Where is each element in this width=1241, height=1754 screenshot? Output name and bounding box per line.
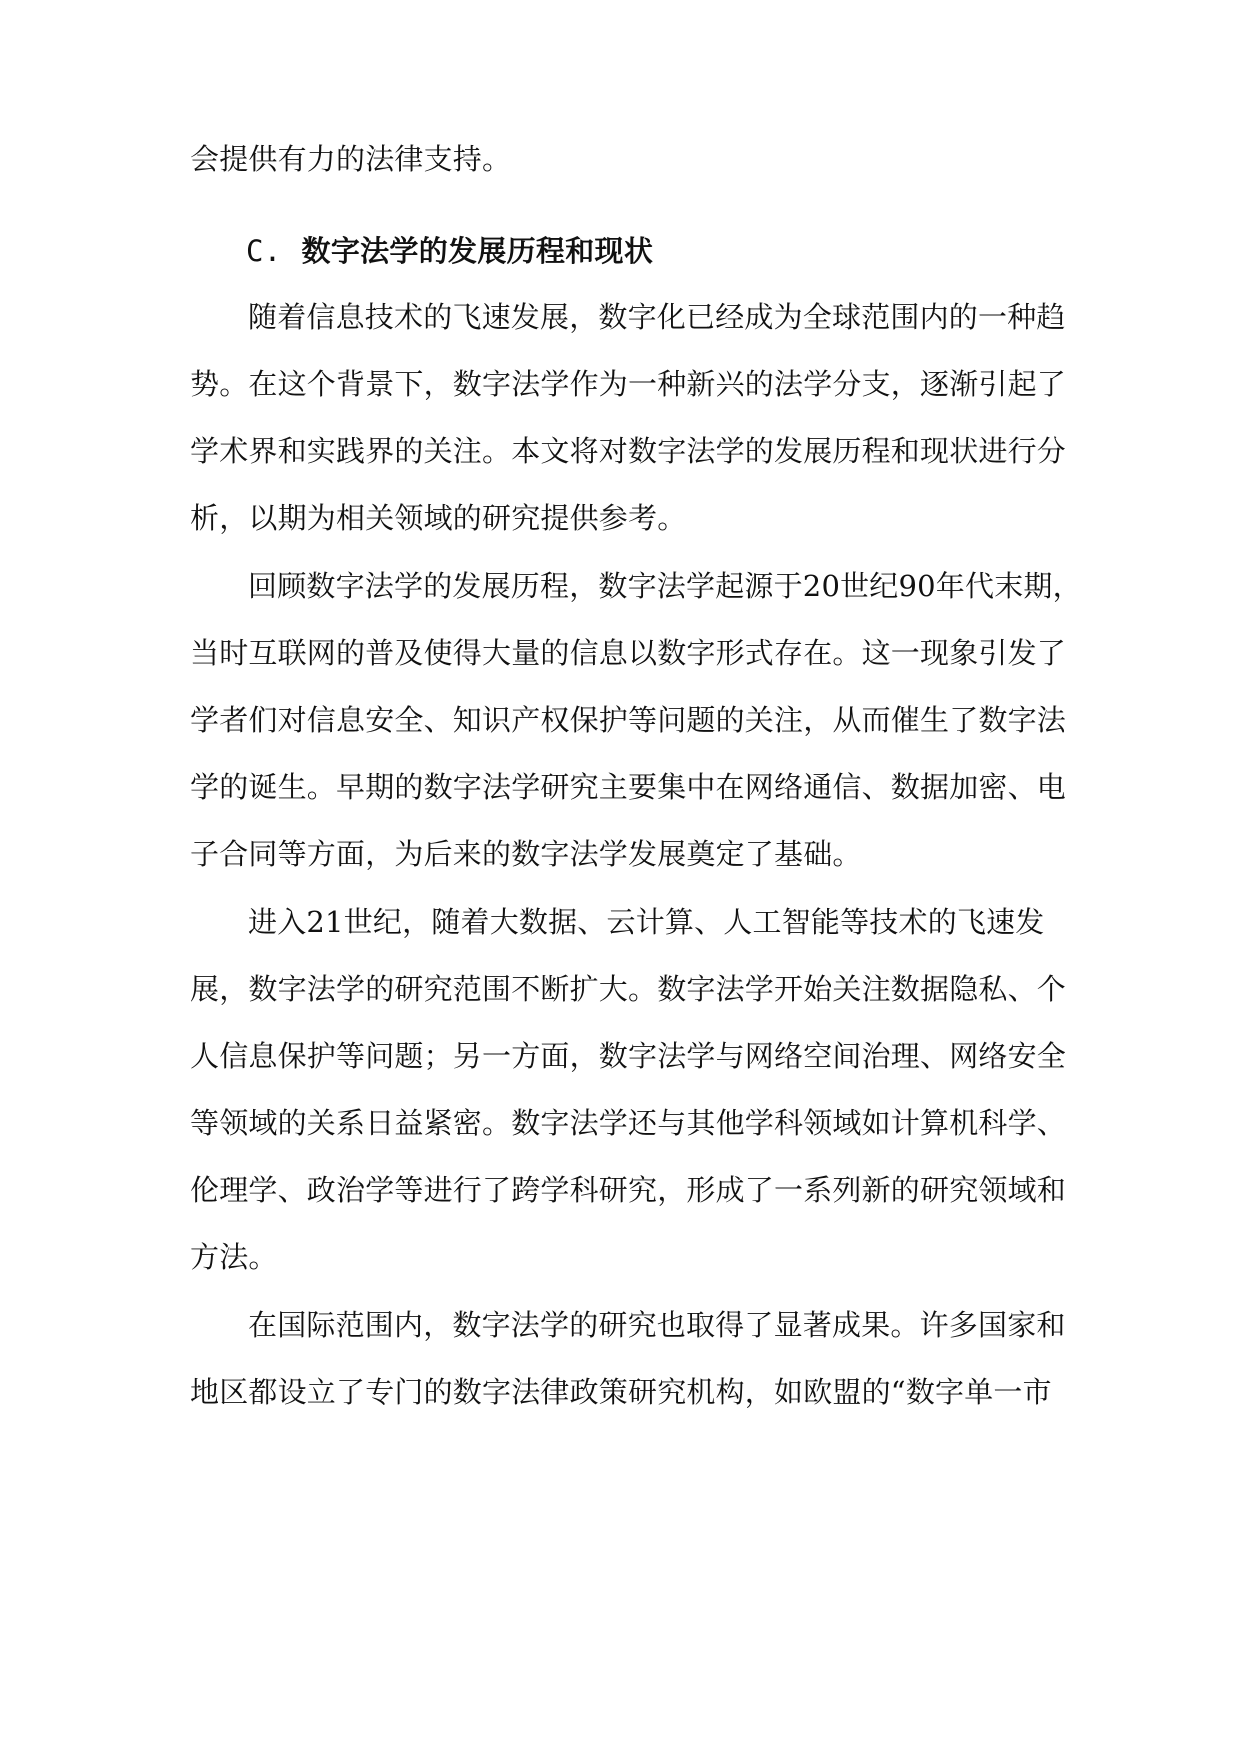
section-heading bbox=[246, 231, 653, 271]
paragraph-line: 势。在这个背景下，数字法学作为一种新兴的法学分支，逐渐引起了 bbox=[190, 367, 1067, 401]
paragraph-line: 在国际范围内，数字法学的研究也取得了显著成果。许多国家和 bbox=[248, 1308, 1066, 1342]
paragraph-line: 人信息保护等问题；另一方面，数字法学与网络空间治理、网络安全 bbox=[190, 1039, 1067, 1073]
paragraph-line: 等领域的关系日益紧密。数字法学还与其他学科领域如计算机科学、 bbox=[190, 1106, 1067, 1140]
paragraph-line: 地区都设立了专门的数字法律政策研究机构，如欧盟的“数字单一市 bbox=[190, 1375, 1052, 1409]
paragraph-line: 随着信息技术的飞速发展，数字化已经成为全球范围内的一种趋 bbox=[248, 300, 1066, 334]
paragraph-line: 学者们对信息安全、知识产权保护等问题的关注，从而催生了数字法 bbox=[190, 703, 1067, 737]
paragraph-line: 进入21世纪，随着大数据、云计算、人工智能等技术的飞速发 bbox=[248, 905, 1045, 939]
paragraph-line: 伦理学、政治学等进行了跨学科研究，形成了一系列新的研究领域和 bbox=[190, 1173, 1067, 1207]
paragraph-line: 当时互联网的普及使得大量的信息以数字形式存在。这一现象引发了 bbox=[190, 636, 1067, 670]
paragraph-line: 析，以期为相关领域的研究提供参考。 bbox=[190, 501, 687, 535]
paragraph-line: 展，数字法学的研究范围不断扩大。数字法学开始关注数据隐私、个 bbox=[190, 972, 1067, 1006]
paragraph-line: 子合同等方面，为后来的数字法学发展奠定了基础。 bbox=[190, 837, 862, 871]
paragraph-line: 方法。 bbox=[190, 1240, 278, 1274]
paragraph-line: 会提供有力的法律支持。 bbox=[190, 142, 512, 176]
section-number: C. bbox=[246, 234, 282, 268]
paragraph-line: 学的诞生。早期的数字法学研究主要集中在网络通信、数据加密、电 bbox=[190, 770, 1067, 804]
section-title: 数字法学的发展历程和现状 bbox=[301, 234, 654, 268]
paragraph-line: 学术界和实践界的关注。本文将对数字法学的发展历程和现状进行分 bbox=[190, 434, 1067, 468]
paragraph-line: 回顾数字法学的发展历程，数字法学起源于20世纪90年代末期， bbox=[248, 569, 1082, 603]
